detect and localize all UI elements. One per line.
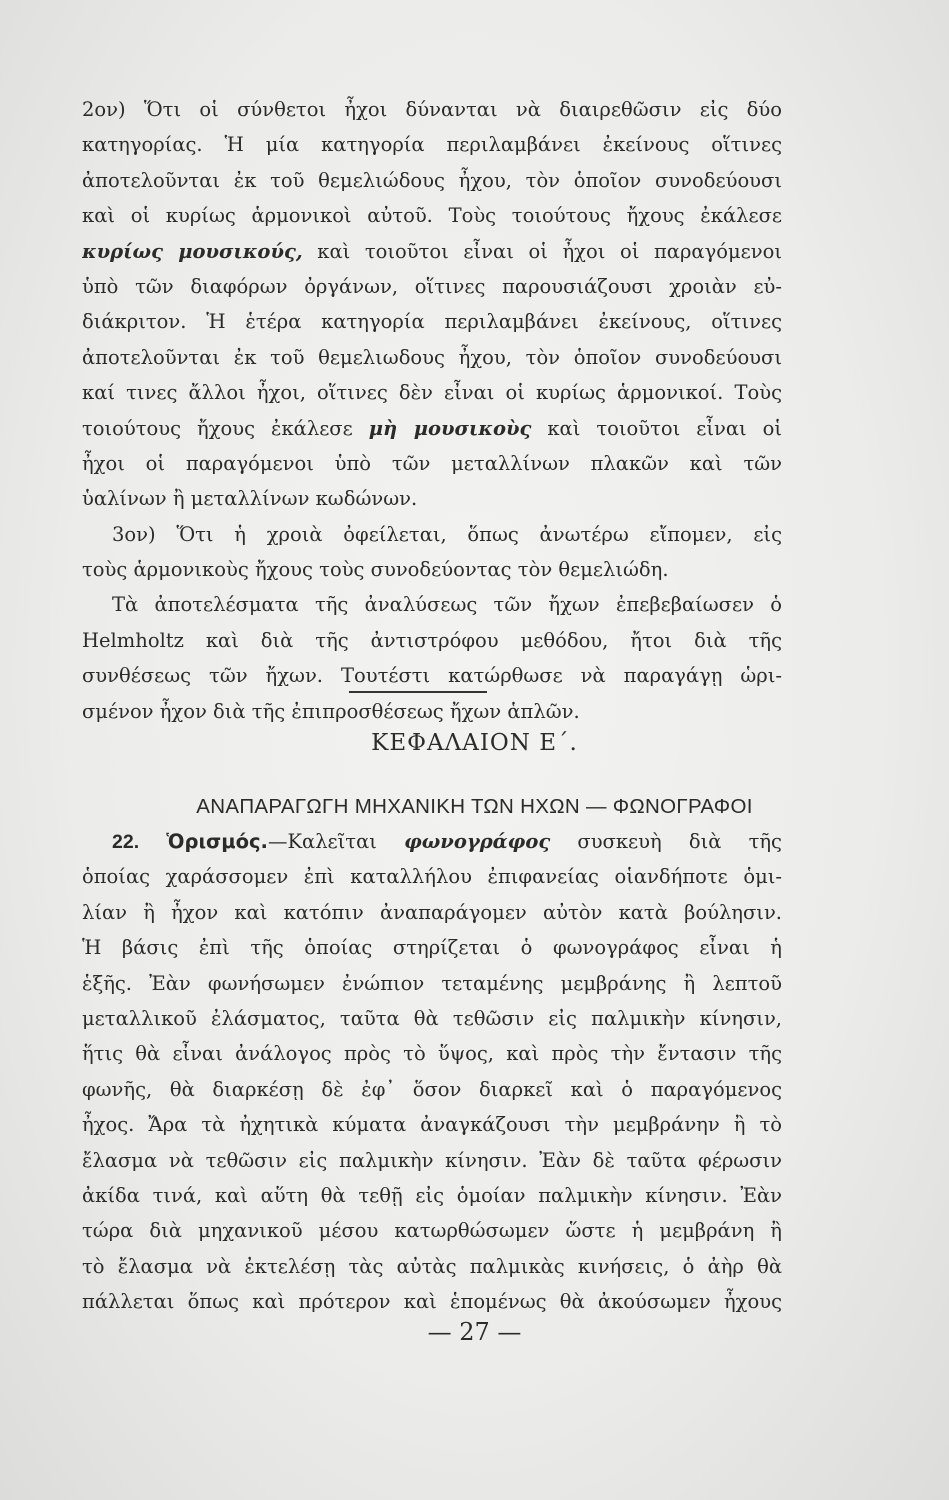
upper-text-block: [82, 92, 782, 729]
text-line: τώρα διὰ μηχανικοῦ μέσου κατωρθώσωμεν ὥστε ἡ μεμβράνη ἢ: [82, 1219, 782, 1243]
text-line: σμένον ἦχον διὰ τῆς ἐπιπροσθέσεως ἤχων ἁπλῶν.: [82, 699, 580, 723]
chapter-title: ΚΕΦΑΛΑΙΟΝ Ε΄.: [371, 730, 578, 756]
section-divider: [349, 691, 487, 693]
text-line: ἑξῆς. Ἐὰν φωνήσωμεν ἐνώπιον τεταμένης μεμβράνης ἢ λεπτοῦ: [82, 971, 782, 995]
page-number: — 27 —: [427, 1318, 522, 1346]
text-line: μεταλλικοῦ ἐλάσματος, ταῦτα θὰ τεθῶσιν εἰς παλμικὴν κίνησιν,: [82, 1006, 782, 1030]
text-line: διάκριτον. Ἡ ἑτέρα κατηγορία περιλαμβάνει ἐκείνους, οἵτινες: [82, 310, 782, 334]
text-line: Ἡ βάσις ἐπὶ τῆς ὁποίας στηρίζεται ὁ φωνογράφος εἶναι ἡ: [82, 936, 782, 960]
text-line: τοὺς ἁρμονικοὺς ἤχους τοὺς συνοδεύοντας τὸν θεμελιώδη.: [82, 558, 669, 582]
text-line: πάλλεται ὅπως καὶ πρότερον καὶ ἑπομένως θὰ ἀκούσωμεν ἦχους: [82, 1290, 782, 1314]
text-line: ὑαλίνων ἢ μεταλλίνων κωδώνων.: [82, 487, 418, 511]
text-line: ὑπὸ τῶν διαφόρων ὀργάνων, οἵτινες παρουσιάζουσι χροιὰν εὐ-: [82, 274, 782, 298]
text-line: [82, 234, 782, 269]
emphasis-term: μὴ μουσικοὺς: [368, 416, 532, 440]
text-line: ἀποτελοῦνται ἐκ τοῦ θεμελιωδους ἦχου, τὸν ὁποῖον συνοδεύουσι: [82, 345, 782, 369]
chapter-heading: ΑΝΑΠΑΡΑΓΩΓΗ ΜΗΧΑΝΙΚΗ ΤΩΝ ΗΧΩΝ — ΦΩΝΟΓΡΑΦΟΙ: [196, 795, 753, 818]
text-span: καὶ τοιοῦτοι εἶναι οἱ: [531, 416, 782, 440]
text-span: τοιούτους ἤχους ἐκάλεσε: [82, 416, 369, 440]
text-line: τὸ ἔλασμα νὰ ἐκτελέσῃ τὰς αὐτὰς παλμικὰς κινήσεις, ὁ ἀὴρ θὰ: [82, 1254, 782, 1278]
text-line: φωνῆς, θὰ διαρκέσῃ δὲ ἐφ᾽ ὅσον διαρκεῖ καὶ ὁ παραγόμενος: [82, 1077, 782, 1101]
emphasis-term: φωνογράφος: [404, 830, 551, 853]
text-line: ἀκίδα τινά, καὶ αὕτη θὰ τεθῇ εἰς ὁμοίαν παλμικὴν κίνησιν. Ἐὰν: [82, 1183, 782, 1207]
text-span: —Καλεῖται: [267, 830, 405, 853]
emphasis-term: κυρίως μουσικούς,: [82, 239, 303, 263]
text-line: [82, 824, 782, 859]
section-title: Ὁρισμός.: [166, 830, 268, 853]
text-line: ὁποίας χαράσσομεν ἐπὶ καταλλήλου ἐπιφανείας οἱανδήποτε ὁμι-: [82, 865, 782, 889]
section-22-block: [82, 824, 782, 1319]
text-line: κατηγορίας. Ἡ μία κατηγορία περιλαμβάνει ἐκείνους οἵτινες: [82, 133, 782, 157]
text-line: ἔλασμα νὰ τεθῶσιν εἰς παλμικὴν κίνησιν. Ἐὰν δὲ ταῦτα φέρωσιν: [82, 1148, 782, 1172]
text-line: Helmholtz καὶ διὰ τῆς ἀντιστρόφου μεθόδου, ἤτοι διὰ τῆς: [82, 628, 782, 652]
text-line: Τὰ ἀποτελέσματα τῆς ἀναλύσεως τῶν ἤχων ἐπεβεβαίωσεν ὁ: [112, 593, 782, 617]
text-line: καὶ οἱ κυρίως ἁρμονικοὶ αὐτοῦ. Τοὺς τοιούτους ἤχους ἐκάλεσε: [82, 204, 782, 228]
section-number: 22.: [112, 831, 140, 853]
text-line: 3ον) Ὅτι ἡ χροιὰ ὀφείλεται, ὅπως ἀνωτέρω εἴπομεν, εἰς: [112, 522, 782, 546]
text-line: συνθέσεως τῶν ἤχων. Τουτέστι κατώρθωσε νὰ παραγάγῃ ὡρι-: [82, 664, 782, 688]
text-span: συσκευὴ διὰ τῆς: [550, 830, 782, 853]
text-line: ἥτις θὰ εἶναι ἀνάλογος πρὸς τὸ ὕψος, καὶ πρὸς τὴν ἔντασιν τῆς: [82, 1042, 782, 1066]
text-line: ἦχοι οἱ παραγόμενοι ὑπὸ τῶν μεταλλίνων πλακῶν καὶ τῶν: [82, 451, 782, 475]
text-line: καί τινες ἄλλοι ἦχοι, οἵτινες δὲν εἶναι οἱ κυρίως ἁρμονικοί. Τοὺς: [82, 381, 782, 405]
text-span: καὶ τοιοῦτοι εἶναι οἱ ἦχοι οἱ παραγόμενοι: [302, 239, 782, 263]
text-line: [82, 411, 782, 446]
text-line: ἦχος. Ἄρα τὰ ἠχητικὰ κύματα ἀναγκάζουσι τὴν μεμβράνην ἢ τὸ: [82, 1113, 782, 1137]
text-line: λίαν ἢ ἦχον καὶ κατόπιν ἀναπαράγομεν αὐτὸν κατὰ βούλησιν.: [82, 900, 782, 924]
text-line: ἀποτελοῦνται ἐκ τοῦ θεμελιώδους ἦχου, τὸν ὁποῖον συνοδεύουσι: [82, 168, 782, 192]
text-line: 2ον) Ὅτι οἱ σύνθετοι ἦχοι δύνανται νὰ διαιρεθῶσιν εἰς δύο: [82, 98, 782, 121]
